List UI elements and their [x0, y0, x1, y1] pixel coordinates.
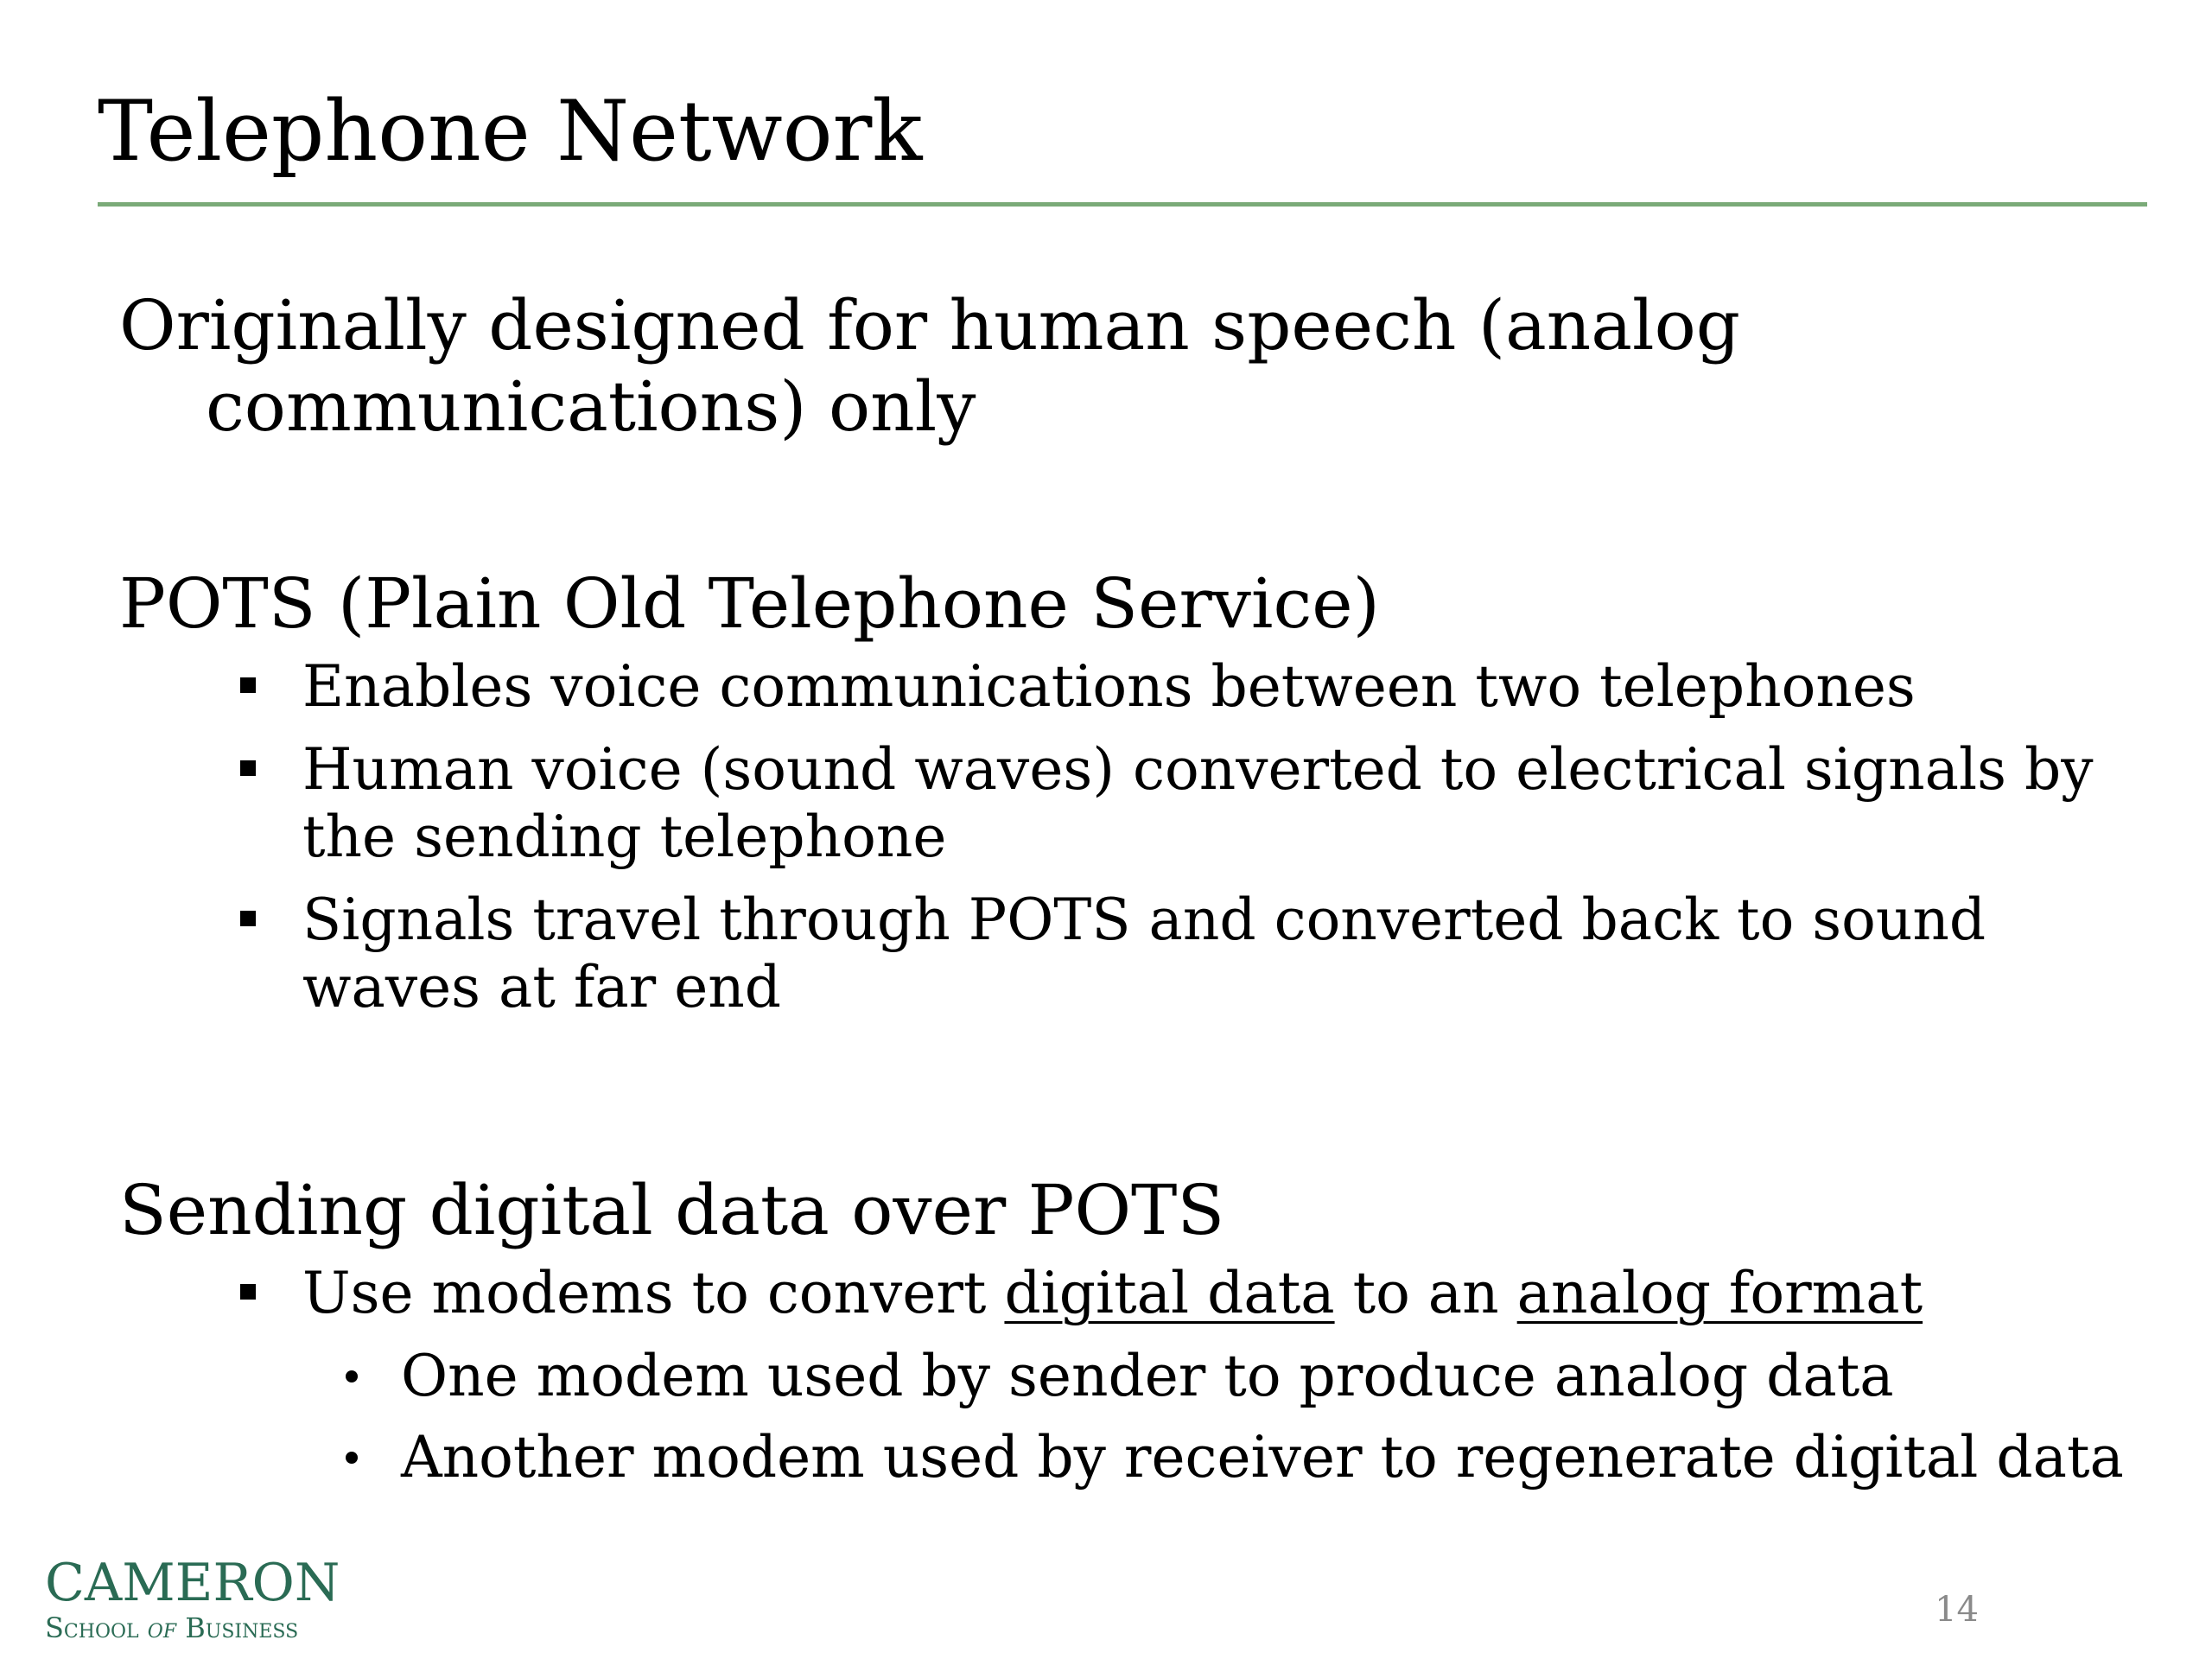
slide-title: Telephone Network — [98, 83, 923, 180]
square-bullet-icon — [240, 677, 256, 693]
subbullet-text: One modem used by sender to produce analog data — [401, 1343, 1894, 1409]
round-bullet-icon — [346, 1370, 358, 1382]
point-digital-data-heading: Sending digital data over POTS — [119, 1170, 1225, 1250]
square-bullet-icon — [240, 1284, 256, 1300]
subbullet-text: Another modem used by receiver to regenerate digital data — [401, 1424, 2124, 1491]
bullet-text: Enables voice communications between two telephones — [302, 653, 1916, 720]
list-item — [119, 736, 2133, 871]
bullet-text: Human voice (sound waves) converted to electrical signals by the sending telephone — [302, 736, 2094, 870]
list-item — [119, 887, 2133, 1021]
bullet-text-prefix: Use modems to convert — [302, 1260, 1005, 1326]
bullet-text-middle: to an — [1334, 1260, 1517, 1326]
logo-name: CAMERON — [45, 1553, 340, 1613]
bullet-text: Signals travel through POTS and converted back to sound waves at far end — [302, 887, 1986, 1020]
digital-data-link[interactable]: digital data — [1004, 1260, 1335, 1326]
square-bullet-icon — [240, 911, 256, 926]
point-original-design: Originally designed for human speech (analog communications) only — [119, 285, 1740, 447]
list-item — [119, 1424, 2133, 1491]
modem-bullet-list — [119, 1260, 2133, 1327]
round-bullet-icon — [346, 1452, 358, 1464]
page-number: 14 — [1935, 1590, 1979, 1630]
point-pots-heading: POTS (Plain Old Telephone Service) — [119, 563, 1380, 644]
cameron-logo — [45, 1555, 340, 1645]
logo-subtitle: School of Business — [45, 1611, 299, 1644]
list-item — [119, 1260, 2133, 1327]
list-item — [119, 653, 2133, 721]
square-bullet-icon — [240, 760, 256, 776]
pots-bullet-list — [119, 653, 2133, 1021]
slide-content — [119, 285, 2133, 1505]
modem-subbullet-list — [119, 1343, 2133, 1491]
title-divider — [98, 202, 2147, 207]
list-item — [119, 1343, 2133, 1410]
analog-format-link[interactable]: analog format — [1516, 1260, 1923, 1326]
